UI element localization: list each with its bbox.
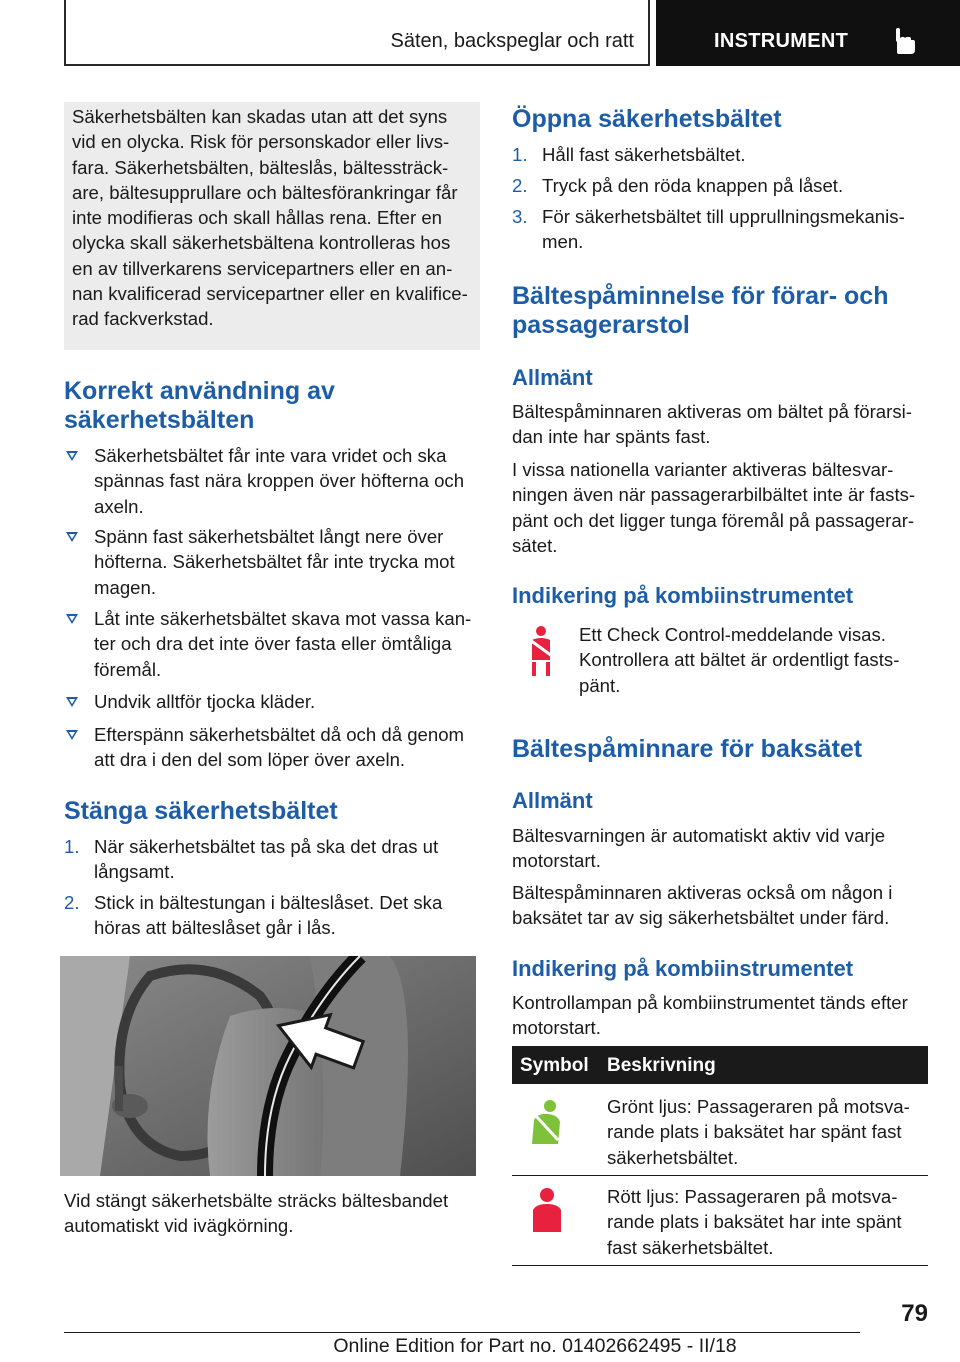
header-section-box bbox=[64, 0, 650, 66]
step-number: 1. bbox=[512, 144, 528, 165]
triangle-bullet-icon bbox=[66, 697, 78, 707]
indicator-2-text: Kontrollampan på kombiinstrumentet tänds efter motorstart. bbox=[512, 992, 908, 1039]
triangle-bullet-icon bbox=[66, 532, 78, 542]
reminder-title-line1: Bältespåminnelse för förar- och bbox=[512, 282, 889, 310]
step-text: Tryck på den röda knappen på låset. bbox=[542, 175, 844, 196]
triangle-bullet-icon bbox=[66, 614, 78, 624]
correct-use-title-line1: Korrekt användning av bbox=[64, 377, 335, 405]
general-1-paragraph-1: Bältespåminnaren aktiveras om bältet på förarsidan inte har spänts fast. bbox=[512, 401, 912, 448]
red-seatbelt-warning-icon bbox=[528, 626, 554, 678]
indicator-subtitle-2: Indikering på kombiinstrumentet bbox=[512, 956, 854, 981]
col-symbol-header: Symbol bbox=[520, 1055, 589, 1076]
triangle-bullet-icon bbox=[66, 730, 78, 740]
indicator-subtitle-1: Indikering på kombiinstrumentet bbox=[512, 583, 854, 608]
step-number: 1. bbox=[64, 836, 80, 857]
warning-box bbox=[64, 102, 480, 350]
list-item bbox=[512, 204, 928, 255]
list-item bbox=[64, 722, 480, 773]
list-item bbox=[512, 142, 928, 167]
col-desc-header: Beskrivning bbox=[607, 1055, 716, 1076]
general-2-paragraph-1: Bältesvarningen är automatiskt aktiv vid varje motorstart. bbox=[512, 825, 886, 872]
general-subtitle-2: Allmänt bbox=[512, 788, 593, 813]
step-number: 2. bbox=[64, 892, 80, 913]
close-belt-title: Stänga säkerhetsbältet bbox=[64, 797, 338, 825]
bullet-text: Efterspänn säkerhetsbältet då och då genom att dra i den del som löper över axeln. bbox=[94, 724, 465, 771]
table-row bbox=[512, 1176, 928, 1266]
list-item bbox=[512, 173, 928, 198]
step-text: För säkerhetsbältet till upprullningsmekanismen. bbox=[542, 206, 905, 253]
header-chapter-title: INSTRUMENT bbox=[714, 30, 849, 52]
bullet-text: Undvik alltför tjocka kläder. bbox=[94, 691, 316, 712]
footer-edition: Online Edition for Part no. 01402662495 - II/18 bbox=[333, 1335, 737, 1357]
photo-caption: Vid stängt säkerhetsbälte sträcks bältesbandet automatiskt vid ivägkörning. bbox=[64, 1190, 449, 1237]
header-section-title: Säten, backspeglar och ratt bbox=[390, 30, 634, 52]
seatbelt-photo bbox=[60, 956, 476, 1176]
step-number: 2. bbox=[512, 175, 528, 196]
general-2-paragraph-2: Bältespåminnaren aktiveras också om någon i baksätet tar av sig säkerhetsbältet under färd. bbox=[512, 882, 893, 929]
open-belt-title: Öppna säkerhetsbältet bbox=[512, 105, 782, 133]
correct-use-title-line2: säkerhetsbälten bbox=[64, 406, 255, 434]
symbol-table-header bbox=[512, 1046, 928, 1084]
header-chapter-tab[interactable] bbox=[656, 0, 960, 66]
triangle-bullet-icon bbox=[66, 451, 78, 461]
step-text: När säkerhetsbältet tas på ska det dras ut långsamt. bbox=[94, 836, 439, 883]
warning-text: Säkerhetsbälten kan skadas utan att det syns vid en olycka. Risk för personskador eller livsfara. Säkerhetsbälten, bälteslås, bältessträckare, bältesupprullare och bältesförankringar får inte modifieras och skall hållas rena. Efter en olycka skall säkerhetsbältena kontrolleras hos en av tillverkarens servicepartners eller en annan kvalificerad servicepartner eller en kvalificerad fackverkstad. bbox=[72, 106, 468, 330]
list-item bbox=[64, 834, 480, 885]
table-row bbox=[512, 1084, 928, 1176]
bullet-text: Spänn fast säkerhetsbältet långt nere över höfterna. Säkerhetsbältet får inte trycka mot magen. bbox=[94, 526, 455, 598]
indicator-1-text: Ett Check Control-meddelande visas. Kontrollera att bältet är ordentligt fastspänt. bbox=[579, 624, 900, 696]
seat-illustration bbox=[60, 956, 476, 1176]
green-seatbelt-icon bbox=[528, 1100, 564, 1146]
rear-reminder-title: Bältespåminnare för baksätet bbox=[512, 735, 863, 763]
general-1-paragraph-2: I vissa nationella varianter aktiveras bältesvarningen även när passagerarbilbältet inte är fastspänt och det ligger tunga föremål på passagerarsätet. bbox=[512, 459, 916, 556]
bullet-text: Säkerhetsbältet får inte vara vridet och ska spännas fast nära kroppen över höfterna och axeln. bbox=[94, 445, 465, 517]
footer-divider bbox=[64, 1332, 860, 1333]
reminder-title-line2: passagerarstol bbox=[512, 311, 690, 339]
step-number: 3. bbox=[512, 206, 528, 227]
bullet-text: Låt inte säkerhetsbältet skava mot vassa kanter och dra det inte över fasta eller ömtåliga föremål. bbox=[94, 608, 472, 680]
list-item bbox=[64, 524, 474, 600]
red-passenger-icon bbox=[530, 1188, 564, 1234]
list-item bbox=[64, 606, 480, 682]
list-item bbox=[64, 689, 480, 714]
hand-pointer-icon bbox=[894, 26, 918, 56]
list-item bbox=[64, 890, 480, 941]
step-text: Stick in bältestungan i bälteslåset. Det ska höras att bälteslåset går i lås. bbox=[94, 892, 443, 939]
page-number: 79 bbox=[901, 1300, 928, 1327]
row-description: Rött ljus: Passageraren på motsvarande plats i baksätet har inte spänt fast säkerhetsbältet. bbox=[607, 1186, 902, 1258]
list-item bbox=[64, 443, 480, 519]
row-description: Grönt ljus: Passageraren på motsvarande plats i baksätet har spänt fast säkerhetsbältet. bbox=[607, 1096, 910, 1168]
step-text: Håll fast säkerhetsbältet. bbox=[542, 144, 746, 165]
general-subtitle-1: Allmänt bbox=[512, 365, 593, 390]
